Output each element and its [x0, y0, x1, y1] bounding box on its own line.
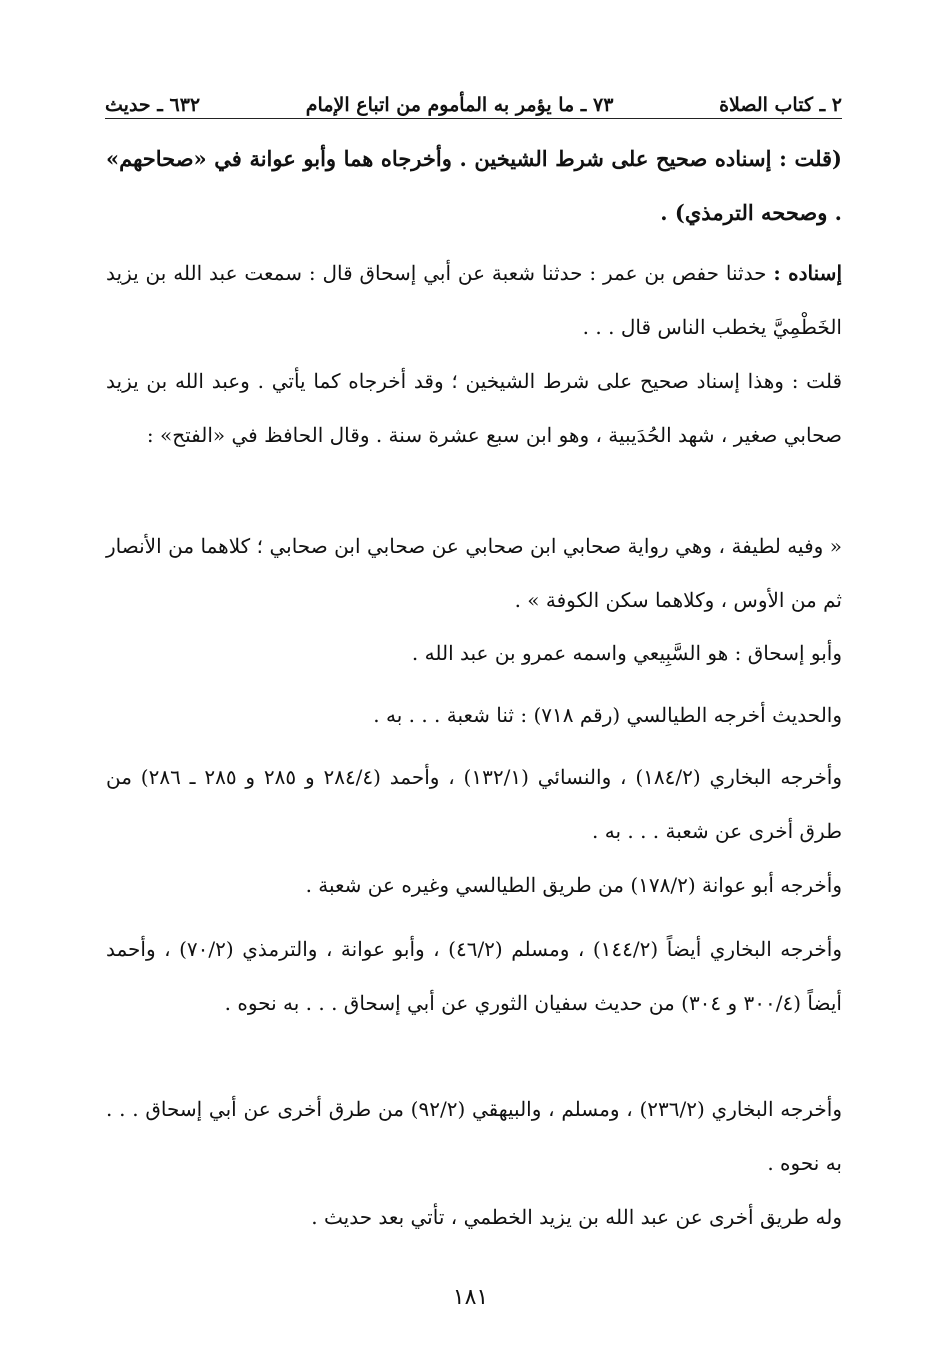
paragraph-commentary: قلت : وهذا إسناد صحيح على شرط الشيخين ؛ وقد أخرجاه كما يأتي . وعبد الله بن يزيد صحابي صغير ، شهد الحُدَيبية ، وهو ابن سبع عشرة سنة . وقال الحافظ في «الفتح» :: [106, 369, 842, 447]
header-chapter: ٢ ـ كتاب الصلاة: [719, 94, 842, 116]
paragraph-isnad: إسناده : حدثنا حفص بن عمر : حدثنا شعبة عن أبي إسحاق قال : سمعت عبد الله بن يزيد الخَطْمِيَّ يخطب الناس قال . . .: [106, 261, 842, 339]
paragraph-verdict: (قلت : إسناده صحيح على شرط الشيخين . وأخرجاه هما وأبو عوانة في «صحاحهم» . وصححه الترمذي) .: [106, 146, 842, 225]
header-rule: [105, 118, 842, 119]
header-section: ٧٣ ـ ما يؤمر به المأموم من اتباع الإمام: [305, 94, 614, 116]
page-number: ١٨١: [452, 1285, 489, 1310]
running-header: [105, 76, 842, 116]
paragraph-takhrij-other: وأخرجه البخاري (٢٣٦/٢) ، ومسلم ، والبيهقي (٩٢/٢) من طرق أخرى عن أبي إسحاق . . . به نحوه .: [106, 1097, 842, 1175]
header-hadith-number: ٦٣٢ ـ حديث: [105, 94, 201, 116]
paragraph-takhrij-sufyan: وأخرجه البخاري أيضاً (١٤٤/٢) ، ومسلم (٤٦/٢) ، وأبو عوانة ، والترمذي (٧٠/٢) ، وأحمد أيضاً (٣٠٠/٤ و ٣٠٤) من حديث سفيان الثوري عن أبي إسحاق . . . به نحوه .: [106, 937, 842, 1015]
paragraph-quote: « وفيه لطيفة ، وهي رواية صحابي ابن صحابي عن صحابي ابن صحابي ؛ كلاهما من الأنصار ثم من الأوس ، وكلاهما سكن الكوفة » .: [106, 534, 842, 612]
paragraph-narrator: وأبو إسحاق : هو السَّبِيعي واسمه عمرو بن عبد الله .: [411, 641, 842, 665]
paragraph-takhrij-tayalisi: والحديث أخرجه الطيالسي (رقم ٧١٨) : ثنا شعبة . . . به .: [373, 703, 842, 727]
paragraph-other-route: وله طريق أخرى عن عبد الله بن يزيد الخطمي ، تأتي بعد حديث .: [311, 1205, 842, 1229]
paragraph-takhrij-abu-awana: وأخرجه أبو عوانة (١٧٨/٢) من طريق الطيالسي وغيره عن شعبة .: [305, 873, 842, 897]
paragraph-takhrij-bukhari: وأخرجه البخاري (١٨٤/٢) ، والنسائي (١٣٢/١) ، وأحمد (٢٨٤/٤ و ٢٨٥ و ٢٨٥ ـ ٢٨٦) من طرق أخرى عن شعبة . . . به .: [106, 765, 843, 843]
isnad-label: إسناده :: [773, 261, 842, 285]
